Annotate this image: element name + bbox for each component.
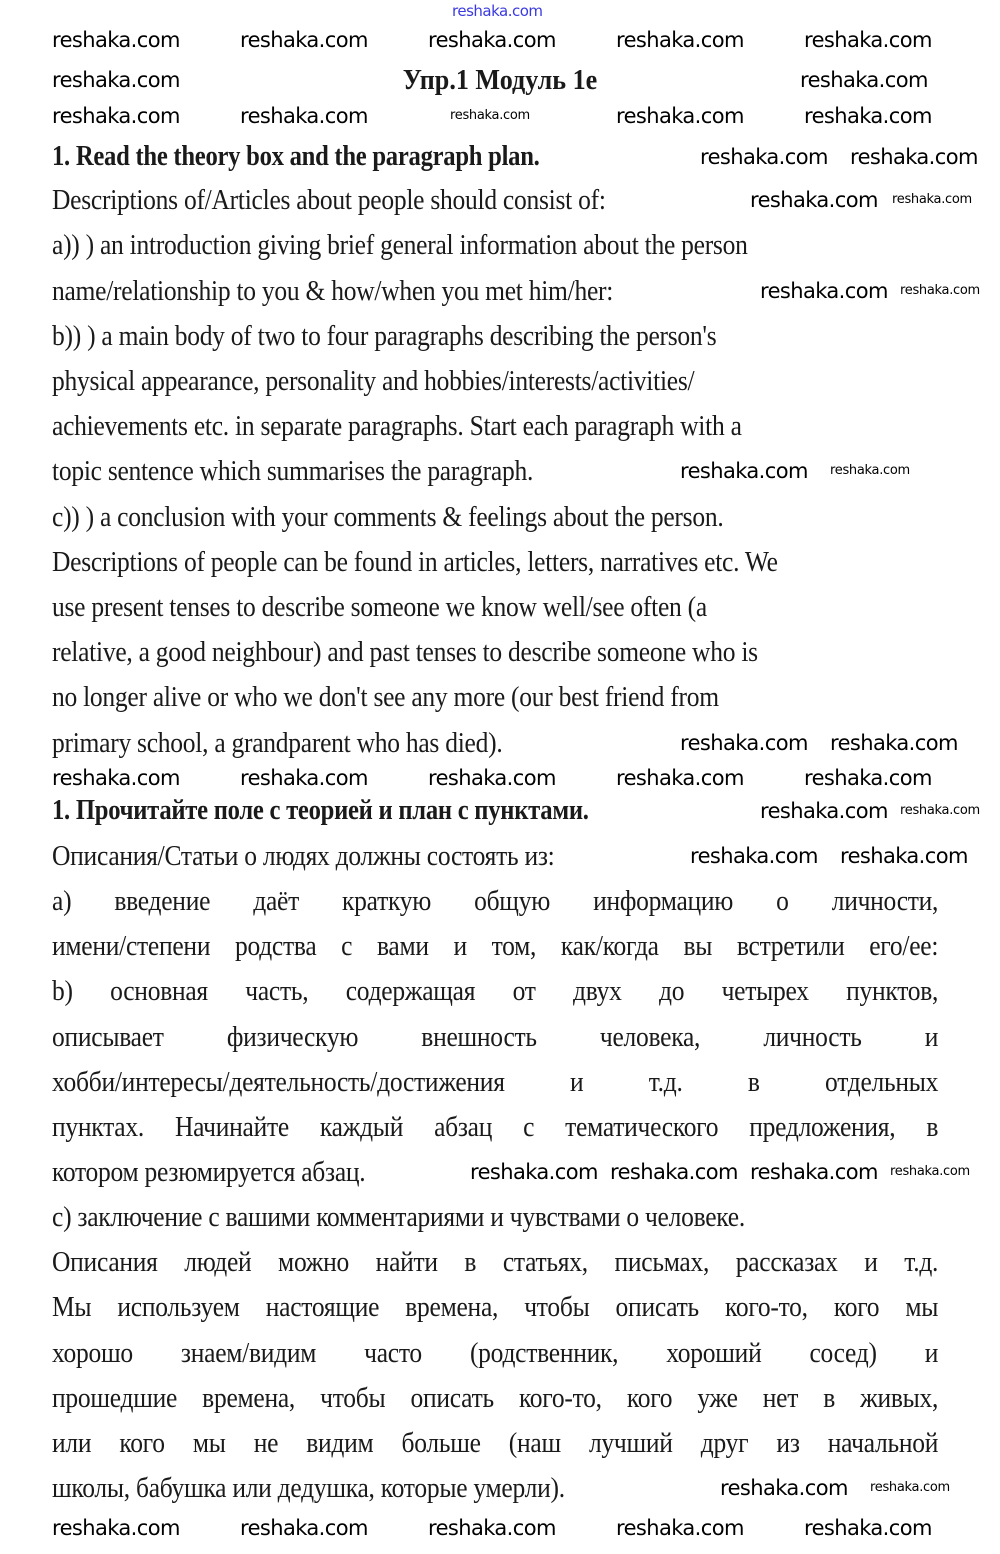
watermark: reshaka.com bbox=[804, 766, 932, 790]
watermark: reshaka.com bbox=[428, 1516, 556, 1540]
watermark: reshaka.com bbox=[240, 104, 368, 128]
watermark: reshaka.com bbox=[450, 108, 530, 123]
watermark: reshaka.com bbox=[616, 28, 744, 52]
watermark: reshaka.com bbox=[470, 1160, 598, 1184]
watermark: reshaka.com bbox=[870, 1480, 950, 1495]
watermark: reshaka.com bbox=[830, 731, 958, 755]
english-line: use present tenses to describe someone we know well/see often (a bbox=[52, 591, 707, 623]
russian-line: a) введение даёт краткую общую информацию о личности, bbox=[52, 885, 939, 917]
english-line: Descriptions of people can be found in articles, letters, narratives etc. We bbox=[52, 546, 778, 578]
russian-line: школы, бабушка или дедушка, которые умерли). bbox=[52, 1472, 565, 1504]
watermark: reshaka.com bbox=[804, 104, 932, 128]
watermark: reshaka.com bbox=[52, 28, 180, 52]
watermark: reshaka.com bbox=[680, 731, 808, 755]
russian-line: Описания людей можно найти в статьях, письмах, рассказах и т.д. bbox=[52, 1246, 939, 1278]
english-line: c)) ) a conclusion with your comments & feelings about the person. bbox=[52, 501, 724, 533]
watermark: reshaka.com bbox=[52, 1516, 180, 1540]
russian-heading: 1. Прочитайте поле с теорией и план с пунктами. bbox=[52, 795, 589, 826]
russian-line: хорошо знаем/видим часто (родственник, хороший сосед) и bbox=[52, 1337, 939, 1369]
russian-line: пунктах. Начинайте каждый абзац с тематического предложения, в bbox=[52, 1111, 939, 1143]
watermark: reshaka.com bbox=[680, 459, 808, 483]
watermark: reshaka.com bbox=[750, 1160, 878, 1184]
watermark: reshaka.com bbox=[616, 1516, 744, 1540]
watermark: reshaka.com bbox=[700, 145, 828, 169]
english-line: name/relationship to you & how/when you met him/her: bbox=[52, 275, 614, 307]
english-line: relative, a good neighbour) and past tenses to describe someone who is bbox=[52, 636, 758, 668]
russian-line: прошедшие времена, чтобы описать кого-то, кого уже нет в живых, bbox=[52, 1382, 939, 1414]
watermark: reshaka.com bbox=[804, 28, 932, 52]
watermark: reshaka.com bbox=[52, 104, 180, 128]
english-line: a)) ) an introduction giving brief general information about the person bbox=[52, 229, 748, 261]
russian-line: Описания/Статьи о людях должны состоять из: bbox=[52, 840, 555, 872]
russian-line: хобби/интересы/деятельность/достижения и т.д. в отдельных bbox=[52, 1066, 939, 1098]
watermark: reshaka.com bbox=[840, 844, 968, 868]
english-line: physical appearance, personality and hobbies/interests/activities/ bbox=[52, 365, 695, 397]
watermark: reshaka.com bbox=[890, 1164, 970, 1179]
watermark: reshaka.com bbox=[800, 68, 928, 92]
watermark: reshaka.com bbox=[240, 766, 368, 790]
english-line: no longer alive or who we don't see any more (our best friend from bbox=[52, 681, 719, 713]
watermark: reshaka.com bbox=[52, 766, 180, 790]
english-line: achievements etc. in separate paragraphs. Start each paragraph with a bbox=[52, 410, 742, 442]
watermark: reshaka.com bbox=[52, 68, 180, 92]
watermark: reshaka.com bbox=[760, 799, 888, 823]
watermark: reshaka.com bbox=[616, 104, 744, 128]
russian-line: описывает физическую внешность человека, личность и bbox=[52, 1021, 939, 1053]
watermark: reshaka.com bbox=[892, 192, 972, 207]
watermark: reshaka.com bbox=[804, 1516, 932, 1540]
watermark: reshaka.com bbox=[428, 766, 556, 790]
english-heading: 1. Read the theory box and the paragraph plan. bbox=[52, 141, 540, 172]
watermark-header-link[interactable]: reshaka.com bbox=[452, 2, 543, 20]
watermark: reshaka.com bbox=[240, 1516, 368, 1540]
russian-line: b) основная часть, содержащая от двух до четырех пунктов, bbox=[52, 975, 939, 1007]
watermark: reshaka.com bbox=[690, 844, 818, 868]
russian-line: c) заключение с вашими комментариями и чувствами о человеке. bbox=[52, 1201, 745, 1233]
russian-line: котором резюмируется абзац. bbox=[52, 1156, 366, 1188]
watermark: reshaka.com bbox=[900, 283, 980, 298]
watermark: reshaka.com bbox=[850, 145, 978, 169]
english-line: primary school, a grandparent who has died). bbox=[52, 727, 503, 759]
watermark: reshaka.com bbox=[900, 803, 980, 818]
watermark: reshaka.com bbox=[750, 188, 878, 212]
watermark: reshaka.com bbox=[760, 279, 888, 303]
english-line: b)) ) a main body of two to four paragraphs describing the person's bbox=[52, 320, 717, 352]
russian-line: имени/степени родства с вами и том, как/когда вы встретили его/ее: bbox=[52, 930, 939, 962]
english-line: Descriptions of/Articles about people should consist of: bbox=[52, 184, 606, 216]
watermark: reshaka.com bbox=[610, 1160, 738, 1184]
watermark: reshaka.com bbox=[616, 766, 744, 790]
russian-line: Мы используем настоящие времена, чтобы описать кого-то, кого мы bbox=[52, 1291, 939, 1323]
english-line: topic sentence which summarises the paragraph. bbox=[52, 455, 534, 487]
watermark: reshaka.com bbox=[240, 28, 368, 52]
watermark: reshaka.com bbox=[720, 1476, 848, 1500]
page-title: Упр.1 Модуль 1e bbox=[402, 64, 598, 96]
russian-line: или кого мы не видим больше (наш лучший друг из начальной bbox=[52, 1427, 939, 1459]
watermark: reshaka.com bbox=[428, 28, 556, 52]
watermark: reshaka.com bbox=[830, 463, 910, 478]
